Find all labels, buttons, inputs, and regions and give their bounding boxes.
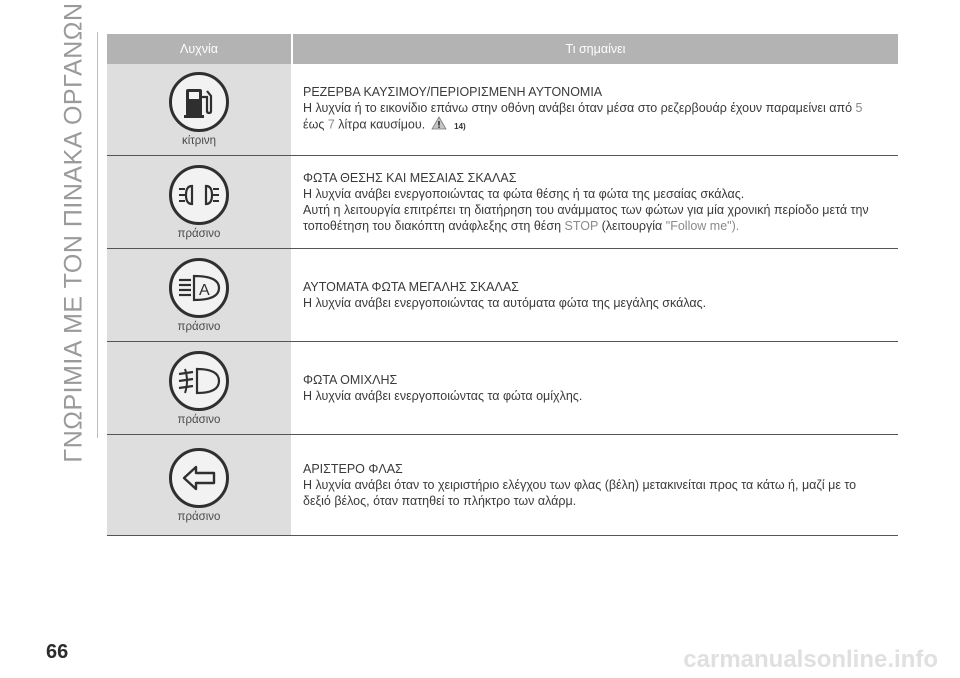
side-section-title [52, 1, 96, 463]
row-text: λίτρα καυσίμου. [338, 117, 426, 132]
meaning-cell [291, 249, 898, 341]
dipped-beam-icon [169, 165, 229, 225]
lamp-color-label: πράσινο [177, 510, 221, 523]
row-text: έως [303, 117, 325, 132]
row-title: ΦΩΤΑ ΘΕΣΗΣ ΚΑΙ ΜΕΣΑΙΑΣ ΣΚΑΛΑΣ [303, 171, 517, 185]
row-description: Η λυχνία ανάβει ενεργοποιώντας τα αυτόματα φώτα της μεγάλης σκάλας. [303, 296, 707, 310]
svg-text:A: A [199, 281, 210, 299]
row-text: Η λυχνία ή το εικονίδιο επάνω στην οθόνη ανάβει όταν μέσα στο ρεζερβουάρ έχουν παραμείνει από [303, 101, 853, 116]
table-row [107, 435, 898, 536]
lamp-color-label: πράσινο [177, 227, 221, 240]
warning-triangle-icon [431, 116, 447, 134]
row-description-cont [303, 116, 886, 134]
table-row [107, 64, 898, 156]
watermark: carmanualsonline.info [683, 646, 938, 673]
row-number: 5 [855, 101, 863, 116]
row-description: Η λυχνία ανάβει ενεργοποιώντας τα φώτα ομίχλης. [303, 389, 583, 403]
row-description: Η λυχνία ανάβει ενεργοποιώντας τα φώτα θέσης ή τα φώτα της μεσαίας σκάλας. [303, 187, 745, 201]
row-description [303, 218, 886, 234]
row-text: (λειτουργία [601, 219, 663, 233]
side-section-title-text: ΓΝΩΡΙΜΙΑ ΜΕ ΤΟΝ ΠΙΝΑΚΑ ΟΡΓΑΝΩΝ [59, 1, 88, 463]
left-turn-arrow-icon [169, 448, 229, 508]
footnote-ref: 14) [454, 121, 466, 131]
table-row [107, 249, 898, 342]
auto-high-beam-icon [169, 258, 229, 318]
row-description: Αυτή η λειτουργία επιτρέπει τη διατήρηση του ανάμματος των φώτων για μία χρονική περίοδο μετά την [303, 203, 869, 217]
lamp-cell [107, 249, 291, 341]
lamp-cell [107, 342, 291, 434]
lamp-color-label: κίτρινη [181, 135, 217, 147]
row-number: 7 [327, 117, 335, 132]
row-title: ΦΩΤΑ ΟΜΙΧΛΗΣ [303, 373, 398, 387]
stop-position-text: STOP [564, 219, 599, 233]
lamp-color-label: πράσινο [177, 413, 221, 426]
meaning-cell [291, 64, 898, 155]
header-lamp: Λυχνία [179, 42, 218, 56]
lamp-color-label: πράσινο [177, 320, 221, 333]
page-number: 66 [46, 641, 69, 663]
warning-lights-table [107, 34, 898, 536]
lamp-cell [107, 64, 291, 155]
row-title: ΡΕΖΕΡΒΑ ΚΑΥΣΙΜΟΥ/ΠΕΡΙΟΡΙΣΜΕΝΗ ΑΥΤΟΝΟΜΙΑ [303, 85, 603, 100]
meaning-cell [291, 342, 898, 434]
row-description [303, 100, 886, 116]
table-row [107, 156, 898, 249]
table-header [107, 34, 898, 64]
meaning-cell [291, 435, 898, 535]
fuel-pump-icon [169, 72, 229, 132]
lamp-cell [107, 435, 291, 535]
front-fog-light-icon [169, 351, 229, 411]
lamp-cell [107, 156, 291, 248]
row-description: δεξιό βέλος, όταν πατηθεί το πλήκτρο των αλάρμ. [303, 494, 577, 508]
row-text: τοποθέτηση του διακόπτη ανάφλεξης στη θέση [303, 219, 562, 233]
side-divider [97, 32, 98, 438]
header-meaning: Τι σημαίνει [291, 34, 898, 64]
table-row [107, 342, 898, 435]
row-description: Η λυχνία ανάβει όταν το χειριστήριο ελέγχου των φλας (βέλη) μετακινείται προς τα κάτω ή, μαζί με το [303, 478, 857, 492]
row-title: ΑΥΤΟΜΑΤΑ ΦΩΤΑ ΜΕΓΑΛΗΣ ΣΚΑΛΑΣ [303, 280, 519, 294]
follow-me-text: "Follow me"). [665, 219, 740, 233]
meaning-cell [291, 156, 898, 248]
row-title: ΑΡΙΣΤΕΡΟ ΦΛΑΣ [303, 462, 403, 476]
